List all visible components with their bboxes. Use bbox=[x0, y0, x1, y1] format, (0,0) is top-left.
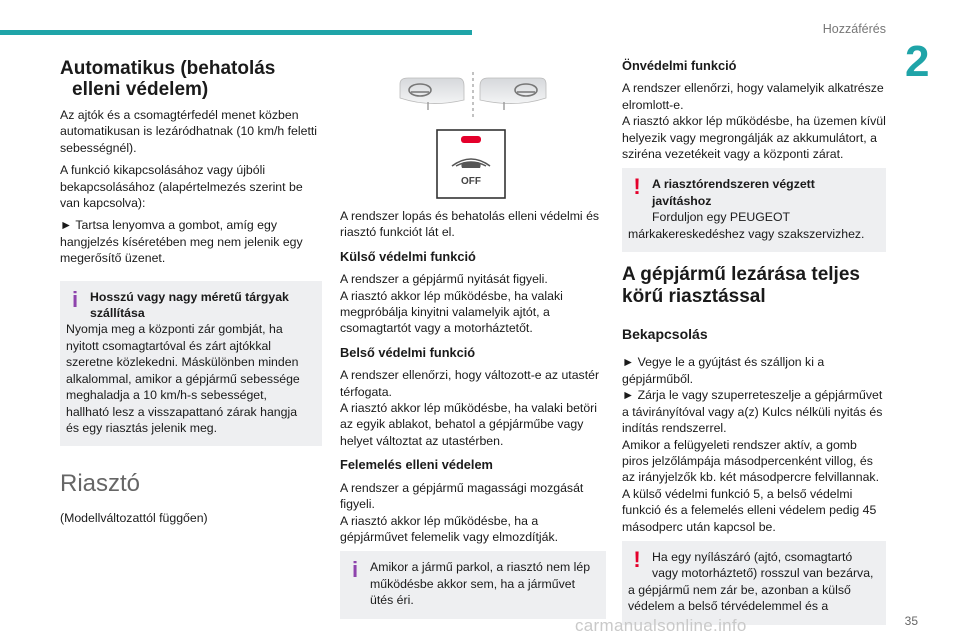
alarm-indicator-led bbox=[461, 136, 481, 143]
paragraph: A rendszer a gépjármű magassági mozgását figyeli. bbox=[340, 480, 584, 512]
alarm-button-illustration bbox=[340, 58, 606, 208]
paragraph: A külső védelmi funkció 5, a belső védelmi funkció és a felemelés elleni védelem pedig 45 másodperc után kapcsol be. bbox=[622, 486, 877, 534]
paragraph: ► Zárja le vagy szuperreteszelje a gépjárművet a távirányítóval vagy a(z) Kulcs nélküli nyitás és indítás rendszerrel. bbox=[622, 388, 883, 436]
paragraph: ► Tartsa lenyomva a gombot, amíg egy hangjelzés kíséretében meg nem jelenik egy megerősítő üzenet. bbox=[60, 218, 303, 266]
paragraph: (Modellváltozattól függően) bbox=[60, 511, 208, 526]
column-2 bbox=[340, 58, 606, 631]
watermark: carmanualsonline.info bbox=[575, 616, 747, 635]
paragraph: A riasztó akkor lép működésbe, ha a gépjárművet felemelik vagy elmozdítják. bbox=[340, 513, 559, 544]
paragraph: Az ajtók és a csomagtérfedél menet közben automatikusan is lezáródhatnak (10 km/h feletti sebességnél). bbox=[60, 108, 318, 155]
section-title-alarm: Riasztó bbox=[60, 470, 141, 498]
column-3 bbox=[622, 58, 886, 637]
paragraph: A rendszer lopás és behatolás elleni védelmi és riasztó funkciót lát el. bbox=[340, 209, 600, 240]
alarm-illustration-svg bbox=[340, 58, 606, 208]
section-title-auto-lock: Automatikus (behatolás elleni védelem) bbox=[60, 58, 276, 100]
info-icon: i bbox=[71, 286, 79, 312]
chapter-number: 2 bbox=[905, 37, 930, 86]
paragraph: A riasztó akkor lép működésbe, ha valaki betöri az egyik ablakot, behatol a gépjárműbe vagy helyet változtat az utastérben. bbox=[340, 401, 598, 448]
subheading-internal: Belső védelmi funkció bbox=[340, 344, 476, 360]
section-name: Hozzáférés bbox=[822, 22, 886, 36]
subheading-lift: Felemelés elleni védelem bbox=[340, 457, 493, 473]
paragraph: A rendszer a gépjármű nyitását figyeli. bbox=[340, 272, 548, 287]
subheading-activate: Bekapcsolás bbox=[622, 326, 708, 343]
warning-box-repair: ! A riasztórendszeren végzett javításhoz Forduljon egy PEUGEOT márkakereskedéshez vagy szakszervizhez. bbox=[622, 168, 886, 252]
off-label: OFF bbox=[461, 176, 481, 187]
info-box-long-objects: i Hosszú vagy nagy méretű tárgyak szállítása Nyomja meg a központi zár gombját, ha nyitott csomagtartóval és zárt ajtókkal szeretne közlekedni. Máskülönben minden alkalommal, amikor a gépjármű sebessége meghaladja a 10 km/h-s sebességet, hallható lesz a visszapattanó zárak hangja és egy riasztás jelenik meg. bbox=[60, 281, 322, 447]
paragraph: A riasztó akkor lép működésbe, ha valaki megpróbálja kinyitni valamelyik ajtót, a csomagtartót vagy a motorháztetőt. bbox=[340, 288, 563, 336]
header-accent-bar bbox=[0, 30, 472, 35]
paragraph: ► Vegye le a gyújtást és szálljon ki a gépjárműből. bbox=[622, 355, 825, 386]
subheading-self-protection: Önvédelmi funkció bbox=[622, 58, 737, 73]
paragraph: Amikor a felügyeleti rendszer aktív, a gomb piros jelzőlámpája másodpercenként villog, és az irányjelzők kb. két másodpercre felvillannak. bbox=[622, 437, 879, 485]
paragraph: A riasztó akkor lép működésbe, ha üzemen kívül helyezik vagy megrongálják az akkumulátort, a sziréna vezetékeit vagy a központi zárat. bbox=[622, 114, 886, 162]
subheading-external: Külső védelmi funkció bbox=[340, 248, 476, 264]
warning-icon: ! bbox=[633, 174, 641, 200]
paragraph: A funkció kikapcsolásához vagy újbóli bekapcsolásához (alapértelmezés szerint be van kapcsolva): bbox=[60, 163, 303, 211]
warning-box-door: ! Ha egy nyílászáró (ajtó, csomagtartó vagy motorháztető) rosszul van bezárva, a gépjármű nem zár be, azonban a külső védelem a belső térvédelemmel és a bbox=[622, 541, 886, 625]
section-title-full-lock: A gépjármű lezárása teljes körű riasztással bbox=[622, 264, 860, 308]
warning-icon: ! bbox=[633, 546, 641, 572]
page-number: 35 bbox=[904, 614, 918, 628]
paragraph: A rendszer ellenőrzi, hogy valamelyik alkatrésze elromlott-e. bbox=[622, 81, 884, 112]
info-icon: i bbox=[351, 557, 359, 583]
column-1 bbox=[60, 58, 322, 533]
info-box-parked: i Amikor a jármű parkol, a riasztó nem lép működésbe akkor sem, ha a járművet ütés éri. bbox=[340, 551, 606, 618]
paragraph: A rendszer ellenőrzi, hogy változott-e az utastér térfogata. bbox=[340, 368, 600, 399]
